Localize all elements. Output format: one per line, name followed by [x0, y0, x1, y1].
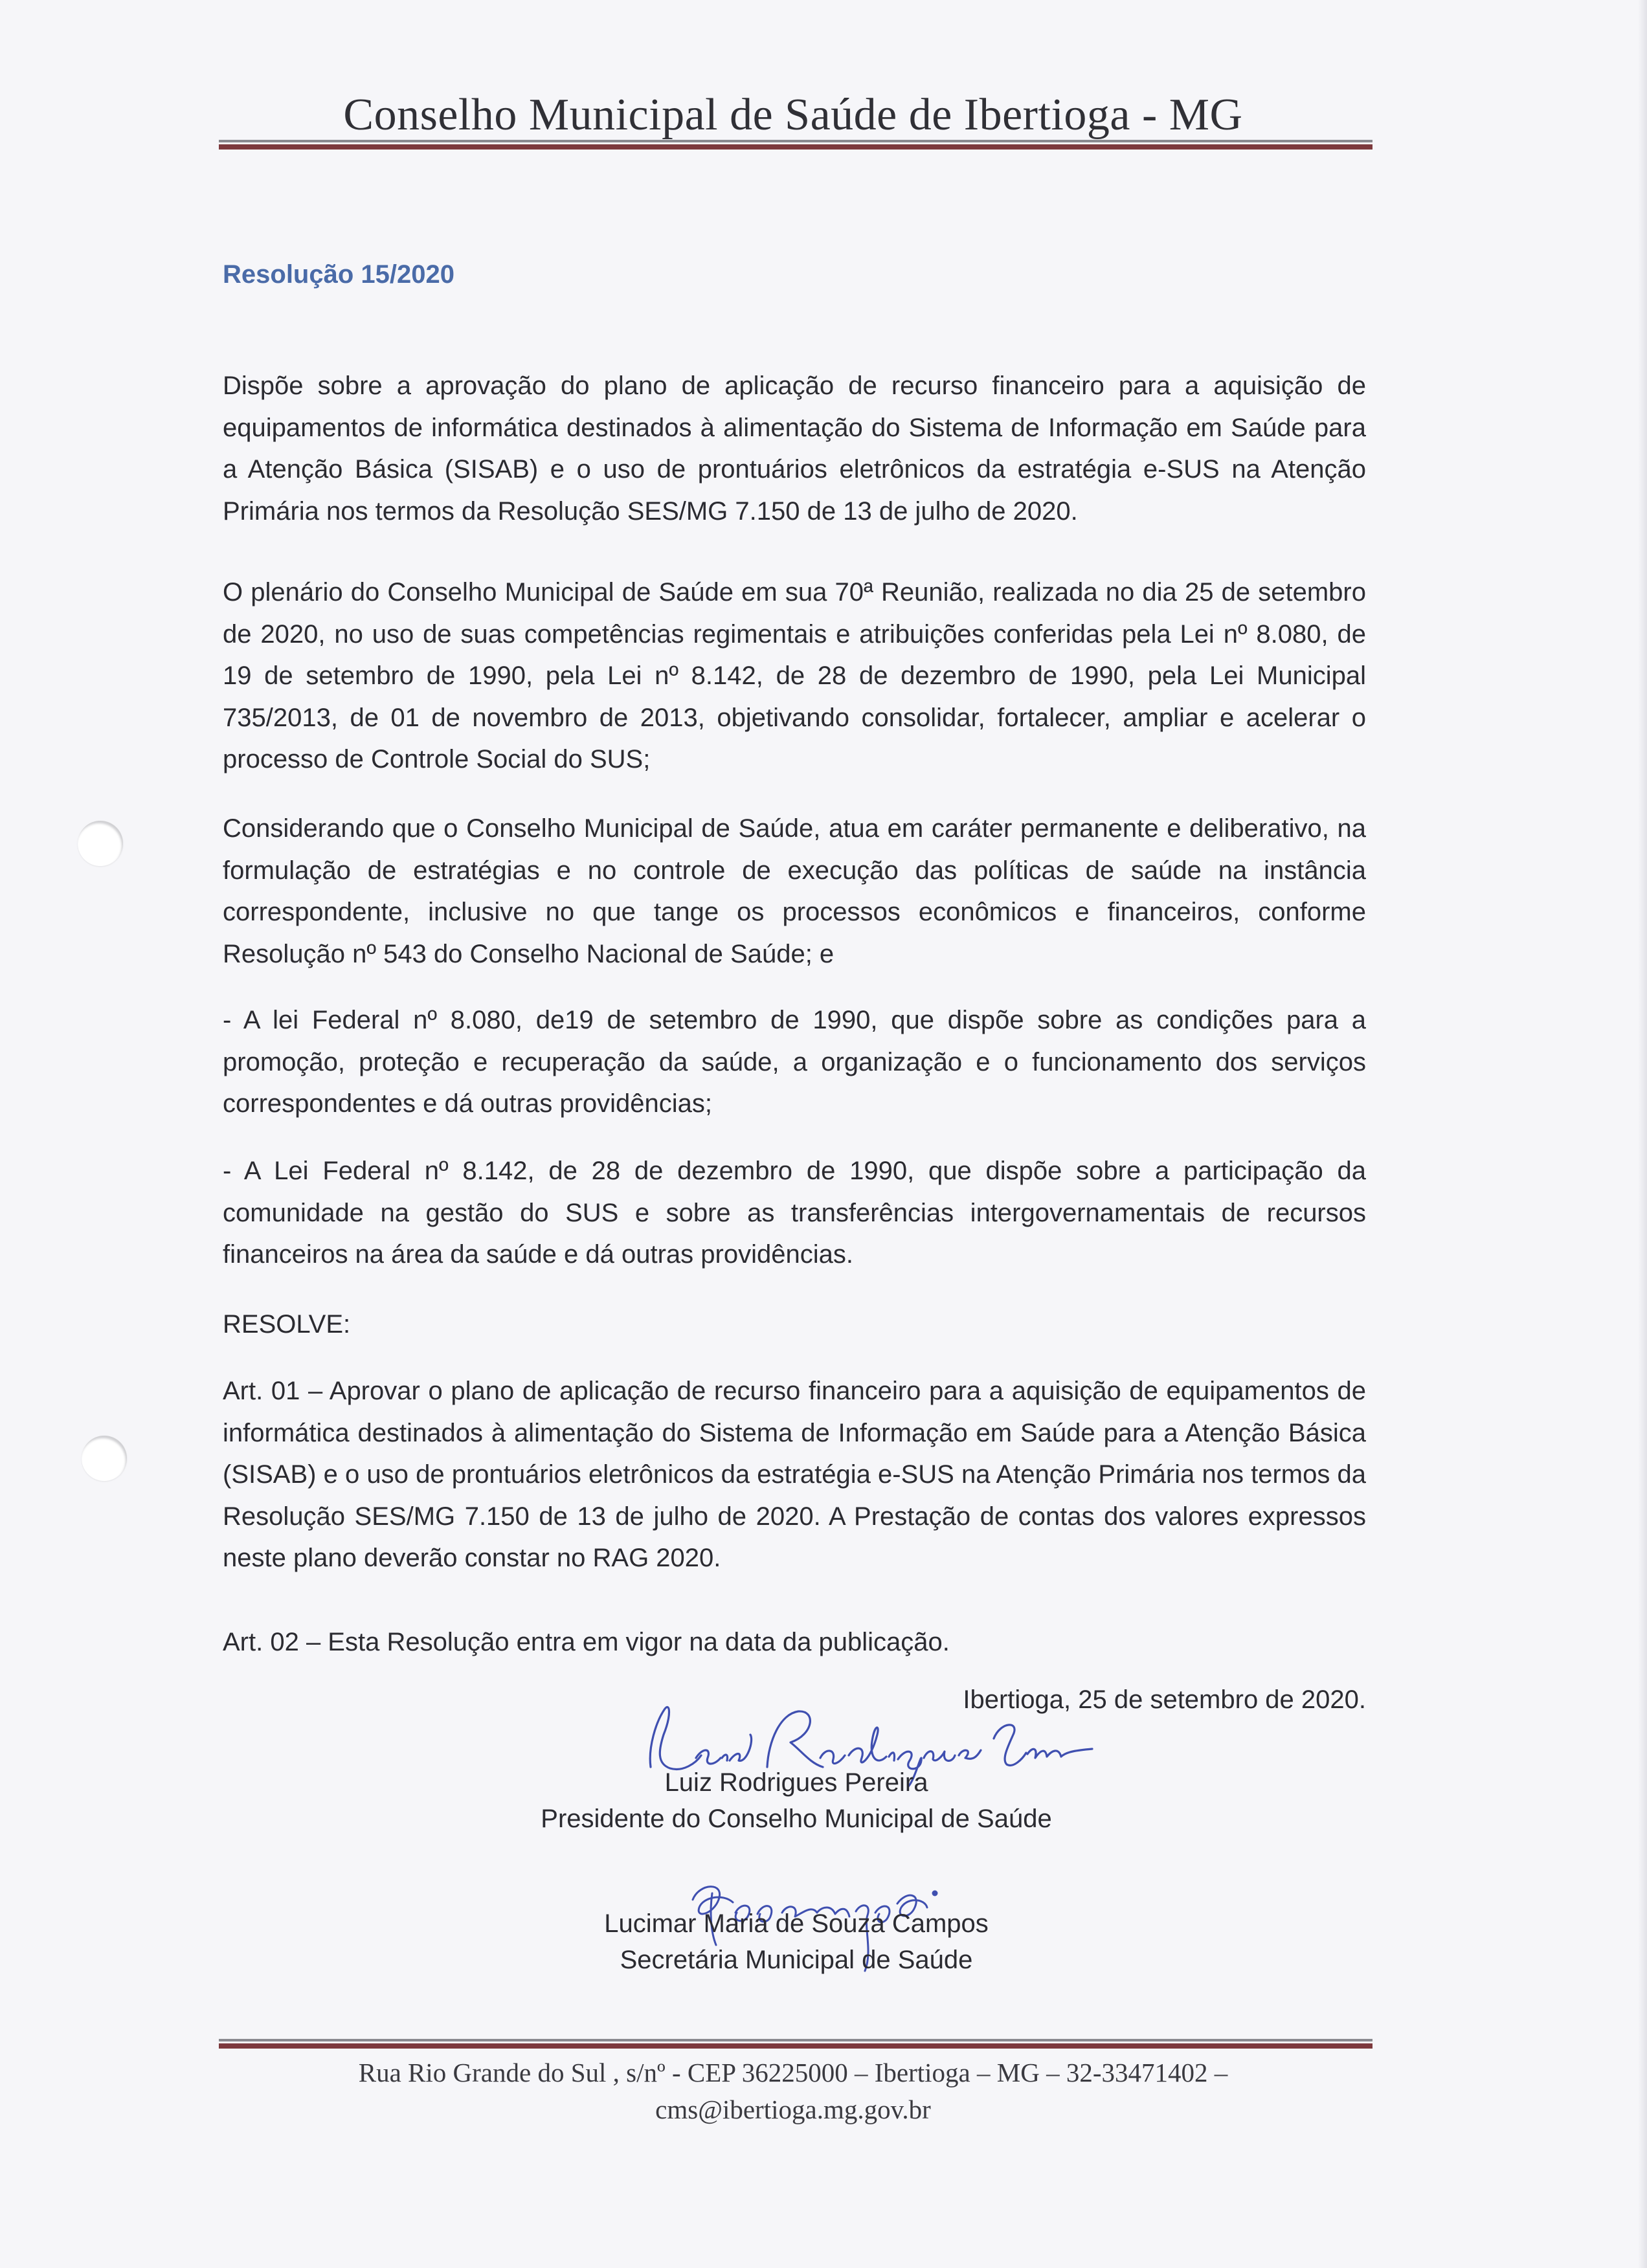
punch-hole: [82, 1436, 127, 1481]
resolve-heading: RESOLVE:: [223, 1310, 351, 1339]
signature-block-president: [337, 1764, 1256, 1837]
signatory-name: Luiz Rodrigues Pereira: [664, 1768, 928, 1797]
signature-block-secretary: [337, 1906, 1256, 1978]
considerando-paragraph: Considerando que o Conselho Municipal de Saúde, atua em caráter permanente e deliberativo, na formulação de estratégias e no controle de execução das políticas de saúde na instância correspondente, inclusive no que tange os processos econômicos e financeiros, conforme Resolução nº 543 do Conselho Nacional de Saúde; e: [223, 814, 1366, 968]
signatory-name: Lucimar Maria de Souza Campos: [604, 1909, 989, 1938]
punch-hole: [78, 821, 123, 866]
article-02: Art. 02 – Esta Resolução entra em vigor na data da publicação.: [223, 1628, 950, 1656]
lei-8142-paragraph: - A Lei Federal nº 8.142, de 28 de dezembro de 1990, que dispõe sobre a participação da comunidade na gestão do SUS e sobre as transferências intergovernamentais de recursos financeiros na área da saúde e dá outras providências.: [223, 1157, 1366, 1269]
date-line: Ibertioga, 25 de setembro de 2020.: [963, 1685, 1366, 1714]
lei-8080-paragraph: - A lei Federal nº 8.080, de19 de setembro de 1990, que dispõe sobre as condições para a promoção, proteção e recuperação da saúde, a organização e o funcionamento dos serviços correspondentes e dá outras providências;: [223, 1006, 1366, 1118]
footer-divider: [219, 2039, 1372, 2049]
resolution-number: Resolução 15/2020: [223, 260, 454, 289]
article-01: Art. 01 – Aprovar o plano de aplicação de recurso financeiro para a aquisição de equipamentos de informática destinados à alimentação do Sistema de Informação em Saúde para a Atenção Básica (SISAB) e o uso de prontuários eletrônicos da estratégia e-SUS na Atenção Primária nos termos da Resolução SES/MG 7.150 de 13 de julho de 2020. A Prestação de contas dos valores expressos neste plano deverão constar no RAG 2020.: [223, 1377, 1366, 1572]
signatory-role: Secretária Municipal de Saúde: [620, 1946, 973, 1974]
ementa-paragraph: Dispõe sobre a aprovação do plano de aplicação de recurso financeiro para a aquisição de equipamentos de informática destinados à alimentação do Sistema de Informação em Saúde para a Atenção Básica (SISAB) e o uso de prontuários eletrônicos da estratégia e-SUS na Atenção Primária nos termos da Resolução SES/MG 7.150 de 13 de julho de 2020.: [223, 372, 1366, 526]
letterhead-title: Conselho Municipal de Saúde de Ibertioga - MG: [343, 90, 1243, 140]
footer-address: Rua Rio Grande do Sul , s/nº - CEP 36225000 – Ibertioga – MG – 32-33471402 –: [358, 2058, 1228, 2087]
signatory-role: Presidente do Conselho Municipal de Saúde: [541, 1805, 1052, 1833]
plenario-paragraph: O plenário do Conselho Municipal de Saúde em sua 70ª Reunião, realizada no dia 25 de setembro de 2020, no uso de suas competências regimentais e atribuições conferidas pela Lei nº 8.080, de 19 de setembro de 1990, pela Lei nº 8.142, de 28 de dezembro de 1990, pela Lei Municipal 735/2013, de 01 de novembro de 2013, objetivando consolidar, fortalecer, ampliar e acelerar o processo de Controle Social do SUS;: [223, 578, 1366, 773]
scan-edge-shadow: [1638, 0, 1647, 2268]
letterhead-divider: [219, 140, 1372, 150]
footer-email: cms@ibertioga.mg.gov.br: [655, 2095, 931, 2124]
